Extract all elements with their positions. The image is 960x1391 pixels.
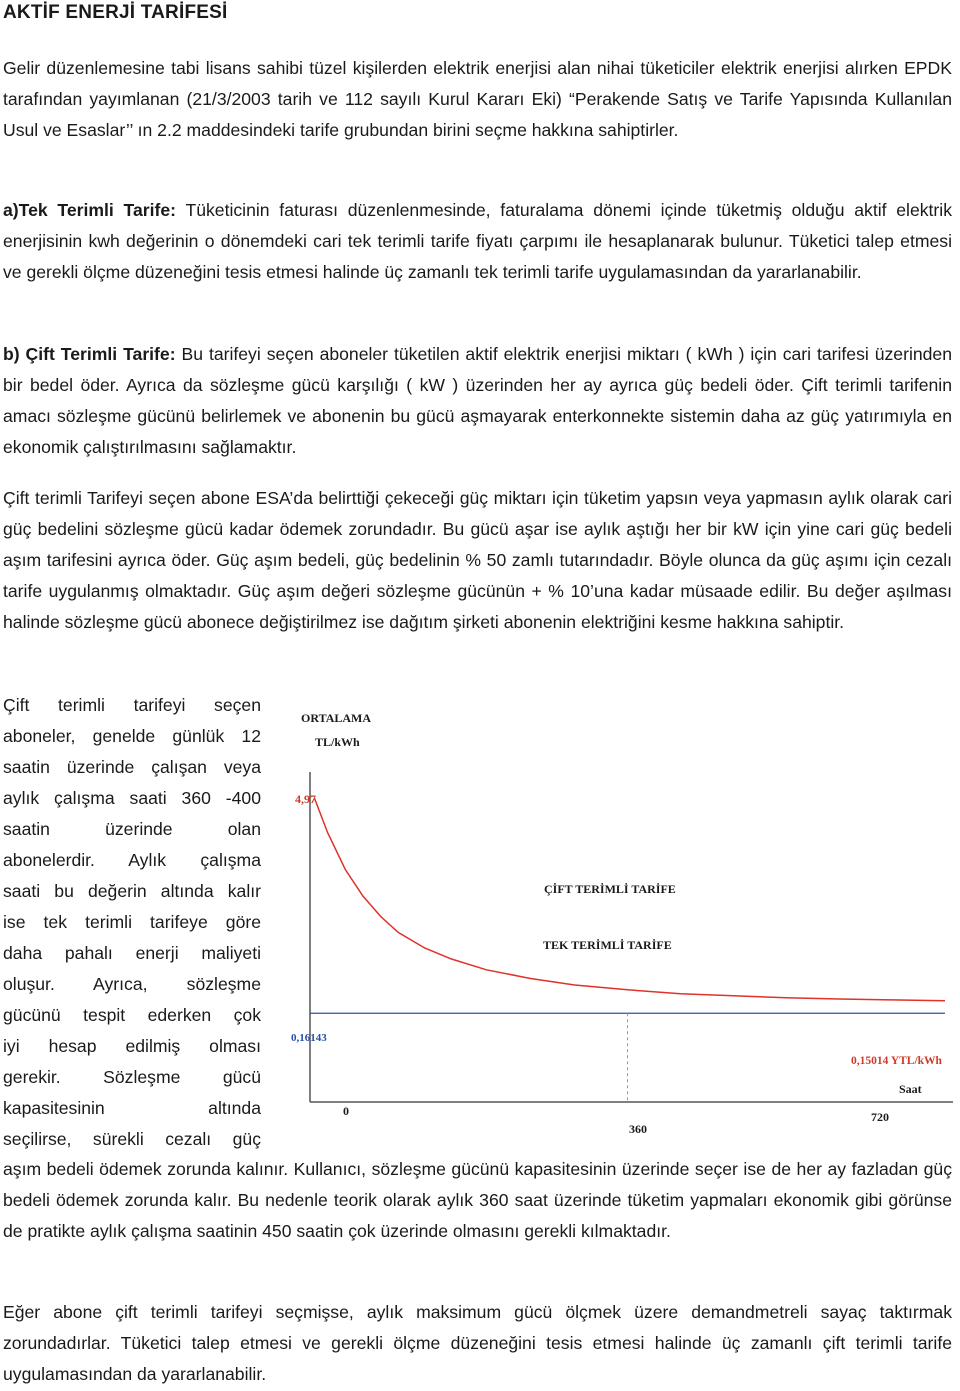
page-title: AKTİF ENERJİ TARİFESİ [3,2,228,23]
esa-paragraph: Çift terimli Tarifeyi seçen abone ESA’da belirttiği çekeceği güç miktarı için tüketim yapsın veya yapmasın aylık olarak cari güç bedelini sözleşme gücü kadar ödemek zorundadır. Bu gücü aşar ise aylık aştığı her bir kW için yine cari güç bedeli aşım tarifesini ayrıca öder. Güç aşım bedeli, güç bedelinin % 50 zamlı tutarındadır. Böyle olunca da güç aşımı için cezalı tarife uygulanmış olmaktadır. Güç aşım değeri sözleşme gücünün + % 10’una kadar müsaade edilir. Bu değer aşılması halinde sözleşme gücü abonece değiştirilmez ise dağıtım şirketi abonenin elektriğini kesme hakkına sahiptir. [3,488,952,632]
wrap-line: gücünü tespit ederken çok [3,1005,261,1025]
wrapped-text-block [3,690,261,1155]
section-b-text: Bu tarifeyi seçen aboneler tüketilen aktif elektrik enerjisi miktarı ( kWh ) için cari tarifesi üzerinden bir bedel öder. Ayrıca da sözleşme gücü karşılığı ( kW ) üzerinden her ay ayrıca güç bedeli öder. Çift terimli tarifenin amacı sözleşme gücünü belirlemek ve abonenin bu gücü aşmayarak enterkonnekte sistemin daha az güç yatırımıyla en ekonomik çalıştırılmasını sağlamaktır. [3,344,952,457]
final-paragraph: Eğer abone çift terimli tarifeyi seçmişse, aylık maksimum gücü ölçmek üzere demandmetreli sayaç taktırmak zorundadırlar. Tüketici talep etmesi ve gerekli ölçme düzeneğini tesis etmesi halinde üç zamanlı çift terimli tarife uygulamasından da yararlanabilir. [3,1302,952,1384]
wrap-line: daha pahalı enerji maliyeti [3,943,261,963]
wrap-line: kapasitesinin altında [3,1098,261,1118]
x-tick-label-720: 720 [871,1110,889,1124]
y-tick-label-min: 0,16143 [291,1032,327,1044]
annotation-final-price: 0,15014 YTL/kWh [851,1055,942,1067]
wrap-line: abonelerdir. Aylık çalışma [3,850,261,870]
wrap-line: saati bu değerin altında kalır [3,881,261,901]
section-a-text: Tüketicinin faturası düzenlenmesinde, faturalama dönemi içinde tüketmiş olduğu aktif elektrik enerjisinin kwh değerinin o dönemdeki cari tek terimli tarife fiyatı çarpımı ile hesaplanarak bulunur. Tüketici talep etmesi ve gerekli ölçme düzeneğini tesis etmesi halinde üç zamanlı tek terimli tarife uygulamasından da yararlanabilir. [3,200,952,282]
wrap-line: oluşur. Ayrıca, sözleşme [3,974,261,994]
wrap-line: aylık çalışma saati 360 -400 [3,788,261,808]
continuation-paragraph: aşım bedeli ödemek zorunda kalınır. Kullanıcı, sözleşme gücünü kapasitesinin üzerinde seçer ise de her ay fazladan güç bedeli ödemek zorunda kalır. Bu nedenle teorik olarak aylık 360 saat üzerinde tüketim yapmaları ekonomik gibi görünse de pratikte aylık çalışma saatinin 450 saatin çok üzerinde olmasını gerekli kılmaktadır. [3,1159,952,1241]
legend-cift-terimli: ÇİFT TERİMLİ TARİFE [544,882,676,896]
wrap-line: saatin üzerinde olan [3,819,261,839]
series-cift-terimli-line [314,798,945,1001]
y-axis-label: TL/kWh [315,735,360,749]
wrap-line: aboneler, genelde günlük 12 [3,726,261,746]
tariff-chart [285,700,960,1140]
x-tick-label-360: 360 [629,1122,647,1136]
y-tick-label-max: 4,97 [295,792,316,806]
wrap-line: ise tek terimli tarifeye göre [3,912,261,932]
wrap-line: gerekir. Sözleşme gücü [3,1067,261,1087]
section-b-heading: b) Çift Terimli Tarife: [3,344,176,364]
x-axis-label: Saat [899,1082,922,1096]
section-b-paragraph [3,339,952,463]
wrap-line: iyi hesap edilmiş olması [3,1036,261,1056]
wrap-line: Çift terimli tarifeyi seçen [3,695,261,715]
wrap-line: saatin üzerinde çalışan veya [3,757,261,777]
wrap-line: seçilirse, sürekli cezalı güç [3,1129,261,1149]
section-a-paragraph [3,195,952,288]
intro-paragraph: Gelir düzenlemesine tabi lisans sahibi tüzel kişilerden elektrik enerjisi alan nihai tüketiciler elektrik enerjisi alırken EPDK tarafından yayımlanan (21/3/2003 tarih ve 112 sayılı Kurul Kararı Eki) “Perakende Satış ve Tarife Yapısında Kullanılan Usul ve Esaslar’’ ın 2.2 maddesindeki tarife grubundan birini seçme hakkına sahiptirler. [3,58,952,140]
section-a-heading: a)Tek Terimli Tarife: [3,200,177,220]
legend-tek-terimli: TEK TERİMLİ TARİFE [543,938,672,952]
chart-title: ORTALAMA [301,711,372,725]
x-tick-label-0: 0 [343,1104,349,1118]
